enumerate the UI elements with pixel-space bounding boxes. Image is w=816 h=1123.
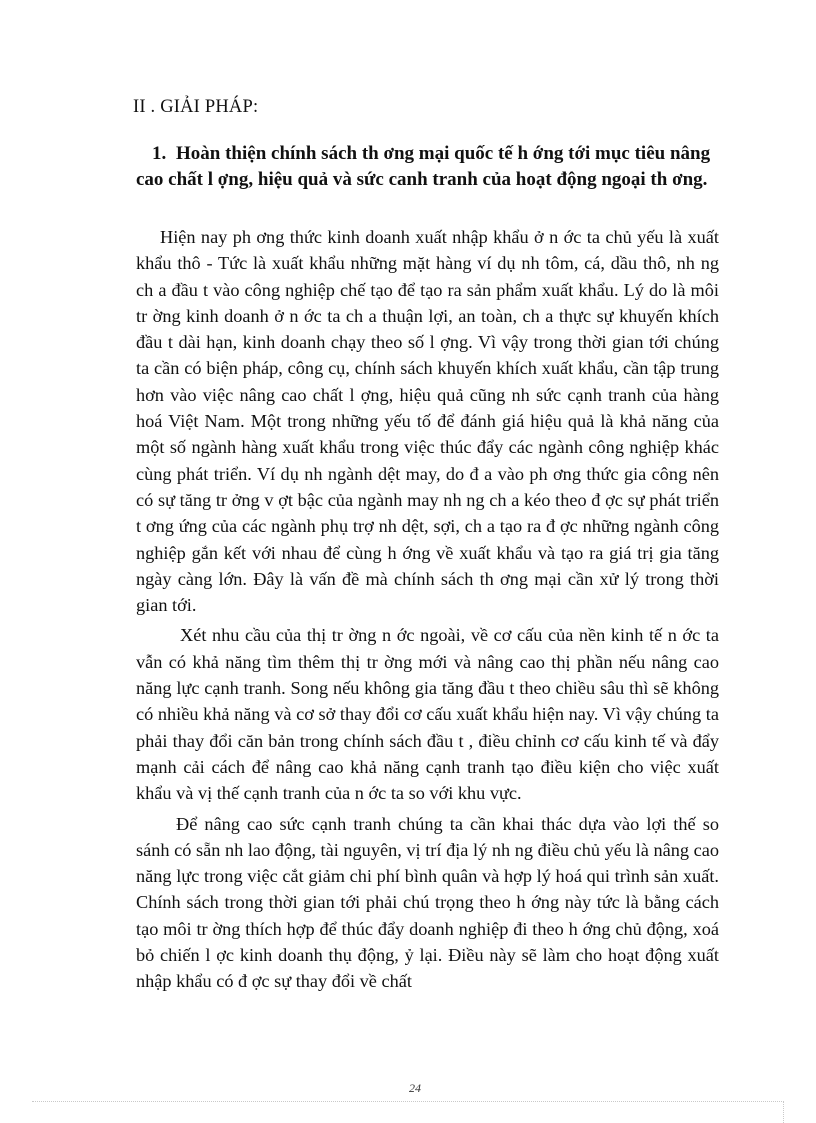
margin-divider — [783, 1101, 784, 1123]
subheading-text: Hoàn thiện chính sách th ơng mại quốc tế h ớng tới mục tiêu nâng cao chất l ợng, hiệu quả và sức canh tranh của hoạt động ngoại th ơng. — [136, 143, 711, 190]
paragraph: Hiện nay ph ơng thức kinh doanh xuất nhập khẩu ở n ớc ta chủ yếu là xuất khẩu thô - Tức là xuất khẩu những mặt hàng ví dụ nh tôm, cá, dầu thô, nh ng ch a đầu t vào công nghiệp chế tạo để tạo ra sản phẩm xuất khẩu. Lý do là môi tr ờng kinh doanh ở n ớc ta ch a thuận lợi, an toàn, ch a thực sự khuyến khích đầu t dài hạn, kinh doanh chạy theo số l ợng. Vì vậy trong thời gian tới chúng ta cần có biện pháp, công cụ, chính sách khuyến khích xuất khẩu, cần tập trung hơn vào việc nâng cao chất l ợng, hiệu quả cũng nh sức cạnh tranh của hàng hoá Việt Nam. Một trong những yếu tố để đánh giá hiệu quả là khả năng của một số ngành hàng xuất khẩu trong việc thúc đẩy các ngành công nghiệp khác cùng phát triển. Ví dụ nh ngành dệt may, do đ a vào ph ơng thức gia công nên có sự tăng tr ởng v ợt bậc của ngành may nh ng ch a kéo theo đ ợc sự phát triển t ơng ứng của các ngành phụ trợ nh dệt, sợi, ch a tạo ra đ ợc những ngành công nghiệp gắn kết với nhau để cùng h ớng về xuất khẩu và tạo ra giá trị gia tăng ngày càng lớn. Đây là vấn đề mà chính sách th ơng mại cần xử lý trong thời gian tới. — [136, 227, 719, 616]
paragraph: Để nâng cao sức cạnh tranh chúng ta cần khai thác dựa vào lợi thế so sánh có sẵn nh lao động, tài nguyên, vị trí địa lý nh ng điều chủ yếu là nâng cao năng lực trong việc cắt giảm chi phí bình quân và hợp lý hoá qui trình sản xuất. Chính sách trong thời gian tới phải chú trọng theo h ớng này tức là bằng cách tạo môi tr ờng thích hợp để thúc đẩy doanh nghiệp đi theo h ớng chủ động, xoá bỏ chiến l ợc kinh doanh thụ động, ỷ lại. Điều này sẽ làm cho hoạt động xuất nhập khẩu có đ ợc sự thay đổi về chất — [136, 813, 719, 992]
subheading-number: 1. — [152, 143, 167, 164]
footer-divider — [32, 1101, 784, 1102]
section-heading: II . GIẢI PHÁP: — [133, 97, 259, 117]
paragraph: Xét nhu cầu của thị tr ờng n ớc ngoài, về cơ cấu của nền kinh tế n ớc ta vẫn có khả năng tìm thêm thị tr ờng mới và nâng cao thị phần nếu nâng cao năng lực cạnh tranh. Song nếu không gia tăng đầu t theo chiều sâu thì sẽ không có nhiều khả năng và cơ sở thay đổi cơ cấu xuất khẩu hiện nay. Vì vậy chúng ta phải thay đổi căn bản trong chính sách đầu t , điều chỉnh cơ cấu kinh tế và đẩy mạnh cải cách để nâng cao khả năng cạnh tranh tạo điều kiện cho việc xuất khẩu và vị thế cạnh tranh của n ớc ta so với khu vực. — [136, 625, 719, 804]
page-number: 24 — [409, 1081, 421, 1095]
body-text — [136, 224, 719, 995]
subheading — [136, 141, 736, 193]
